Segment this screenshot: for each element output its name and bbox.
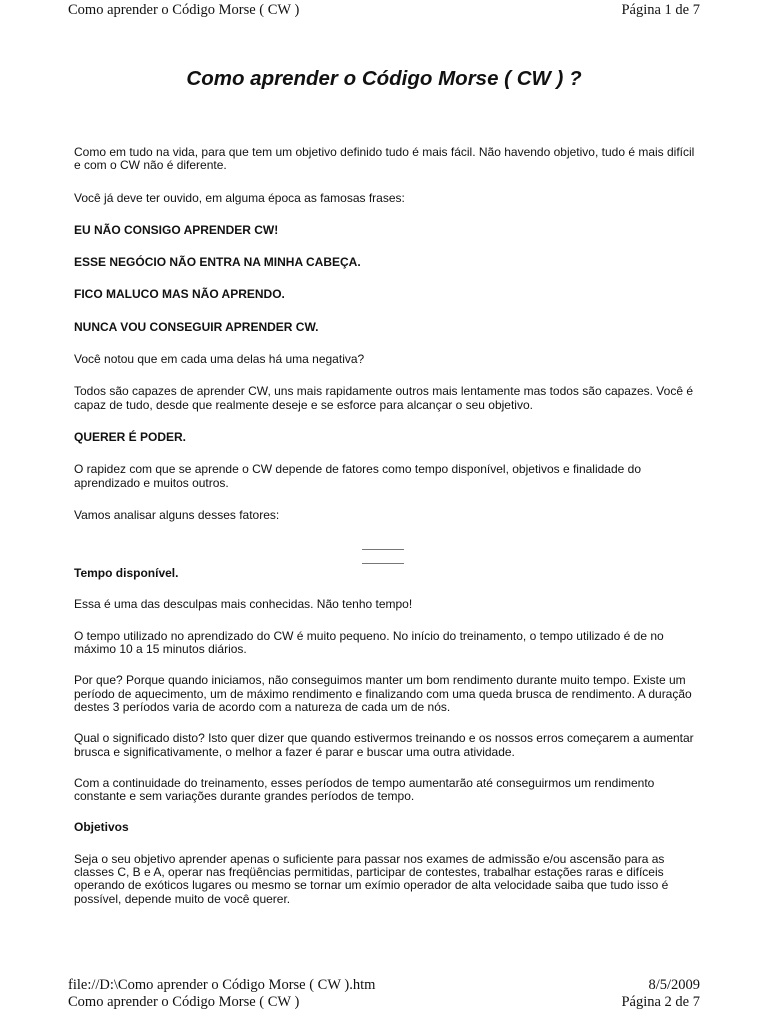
section-heading-time: Tempo disponível.: [74, 566, 179, 581]
paragraph-why: Por que? Porque quando iniciamos, não conseguimos manter um bom rendimento durante muito tempo. Existe um período de aquecimento, um de máximo rendimento e finalizando com uma queda brusca de rendimento. A duração destes 3 períodos varia de acordo com a natureza de cada um de nós.: [74, 673, 692, 714]
phrase-4: NUNCA VOU CONSEGUIR APRENDER CW.: [74, 319, 319, 334]
paragraph-everyone-capable: Todos são capazes de aprender CW, uns mais rapidamente outros mais lentamente mas todos são capazes. Você é capaz de tudo, desde que realmente deseje e se esforce para alcançar o seu objetivo.: [74, 384, 694, 412]
paragraph-time-used: O tempo utilizado no aprendizado do CW é muito pequeno. No início do treinamento, o tempo utilizado é de no máximo 10 a 15 minutos diários.: [74, 628, 664, 657]
footer-next-page-number: Página 2 de 7: [621, 994, 700, 1010]
footer-print-date: 8/5/2009: [648, 977, 700, 993]
phrase-2: ESSE NEGÓCIO NÃO ENTRA NA MINHA CABEÇA.: [74, 255, 361, 270]
paragraph-negative-question: Você notou que em cada uma delas há uma negativa?: [74, 352, 365, 367]
paragraph-continuity: Com a continuidade do treinamento, esses períodos de tempo aumentarão até conseguirmos um rendimento constante e sem variações durante grandes períodos de tempo.: [74, 775, 655, 804]
article-body: [74, 146, 700, 906]
header-page-number: Página 1 de 7: [621, 2, 700, 18]
page-title: Como aprender o Código Morse ( CW ) ?: [186, 67, 582, 90]
paragraph-excuse: Essa é uma das desculpas mais conhecidas. Não tenho tempo!: [74, 597, 413, 612]
footer-next-page-title: Como aprender o Código Morse ( CW ): [68, 994, 300, 1010]
header-document-title: Como aprender o Código Morse ( CW ): [68, 2, 300, 18]
phrase-1: EU NÃO CONSIGO APRENDER CW!: [74, 222, 279, 237]
paragraph-intro: Como em tudo na vida, para que tem um objetivo definido tudo é mais fácil. Não havendo objetivo, tudo é mais difícil e com o CW não é diferente.: [74, 145, 695, 173]
paragraph-analyze: Vamos analisar alguns desses fatores:: [74, 507, 280, 522]
divider-rule-bottom: [362, 563, 404, 564]
paragraph-phrases-intro: Você já deve ter ouvido, em alguma época as famosas frases:: [74, 190, 405, 205]
phrase-3: FICO MALUCO MAS NÃO APRENDO.: [74, 287, 285, 302]
paragraph-motto: QUERER É PODER.: [74, 429, 187, 444]
paragraph-factors: O rapidez com que se aprende o CW depende de fatores como tempo disponível, objetivos e finalidade do aprendizado e muitos outros.: [74, 462, 642, 490]
section-heading-objectives: Objetivos: [74, 820, 129, 835]
paragraph-objectives: Seja o seu objetivo aprender apenas o suficiente para passar nos exames de admissão e/ou ascensão para as classes C, B e A, operar nas freqüências permitidas, participar de contestes, trabalhar estações raras e difíceis operando de exóticos lugares ou mesmo se tornar um exímio operador de alta velocidade saiba que tudo isso é possível, depende muito de você querer.: [74, 851, 669, 906]
paragraph-meaning: Qual o significado disto? Isto quer dizer que quando estivermos treinando e os nossos erros começarem a aumentar brusca e significativamente, o melhor a fazer é parar e buscar uma outra atividade.: [74, 731, 694, 759]
footer-file-path: file://D:\Como aprender o Código Morse ( CW ).htm: [68, 977, 376, 993]
divider-rule-top: [362, 549, 404, 550]
